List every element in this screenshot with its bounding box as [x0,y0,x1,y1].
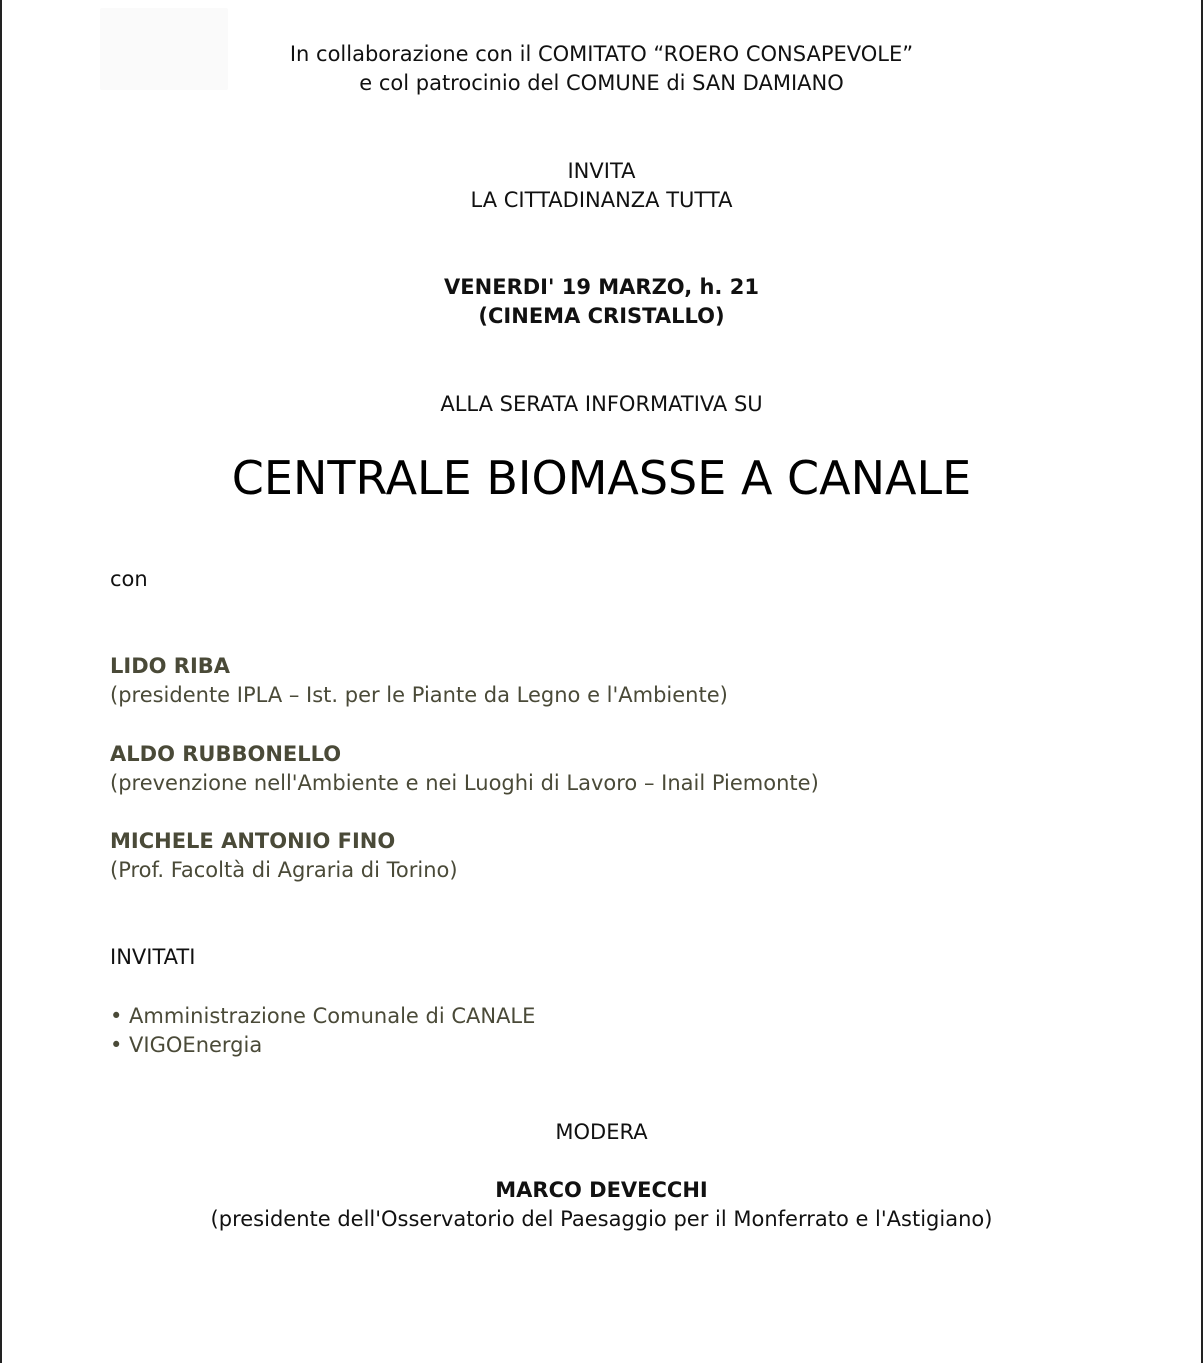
list-item: • VIGOEnergia [110,1033,263,1057]
speaker-3 [110,827,458,885]
event-block [0,273,1203,331]
speaker-2 [110,740,819,798]
moderator-role: (presidente dell'Osservatorio del Paesaggio per il Monferrato e l'Astigiano) [210,1207,993,1231]
speaker-name: ALDO RUBBONELLO [110,742,342,766]
collaboration-line: In collaborazione con il COMITATO “ROERO CONSAPEVOLE” [289,42,914,66]
speaker-role: (prevenzione nell'Ambiente e nei Luoghi di Lavoro – Inail Piemonte) [110,771,819,795]
page-title: CENTRALE BIOMASSE A CANALE [231,451,972,505]
event-venue: (CINEMA CRISTALLO) [478,304,725,328]
speaker-name: LIDO RIBA [110,654,231,678]
moderator-block [0,1176,1203,1234]
invited-list [110,1002,535,1060]
speaker-1 [110,652,728,710]
with-label: con [110,567,148,591]
collaboration-header [0,40,1203,98]
event-date-time: VENERDI' 19 MARZO, h. 21 [444,275,759,299]
speaker-role: (presidente IPLA – Ist. per le Piante da Legno e l'Ambiente) [110,683,728,707]
moderator-label: MODERA [555,1120,648,1144]
invited-label: INVITATI [110,945,196,969]
invite-block [0,157,1203,215]
patronage-line: e col patrocinio del COMUNE di SAN DAMIANO [359,71,844,95]
moderator-name: MARCO DEVECCHI [495,1178,708,1202]
list-item: • Amministrazione Comunale di CANALE [110,1004,536,1028]
invite-line: INVITA [567,159,636,183]
speaker-name: MICHELE ANTONIO FINO [110,829,396,853]
intro-line: ALLA SERATA INFORMATIVA SU [440,392,763,416]
citizens-line: LA CITTADINANZA TUTTA [470,188,733,212]
speaker-role: (Prof. Facoltà di Agraria di Torino) [110,858,458,882]
